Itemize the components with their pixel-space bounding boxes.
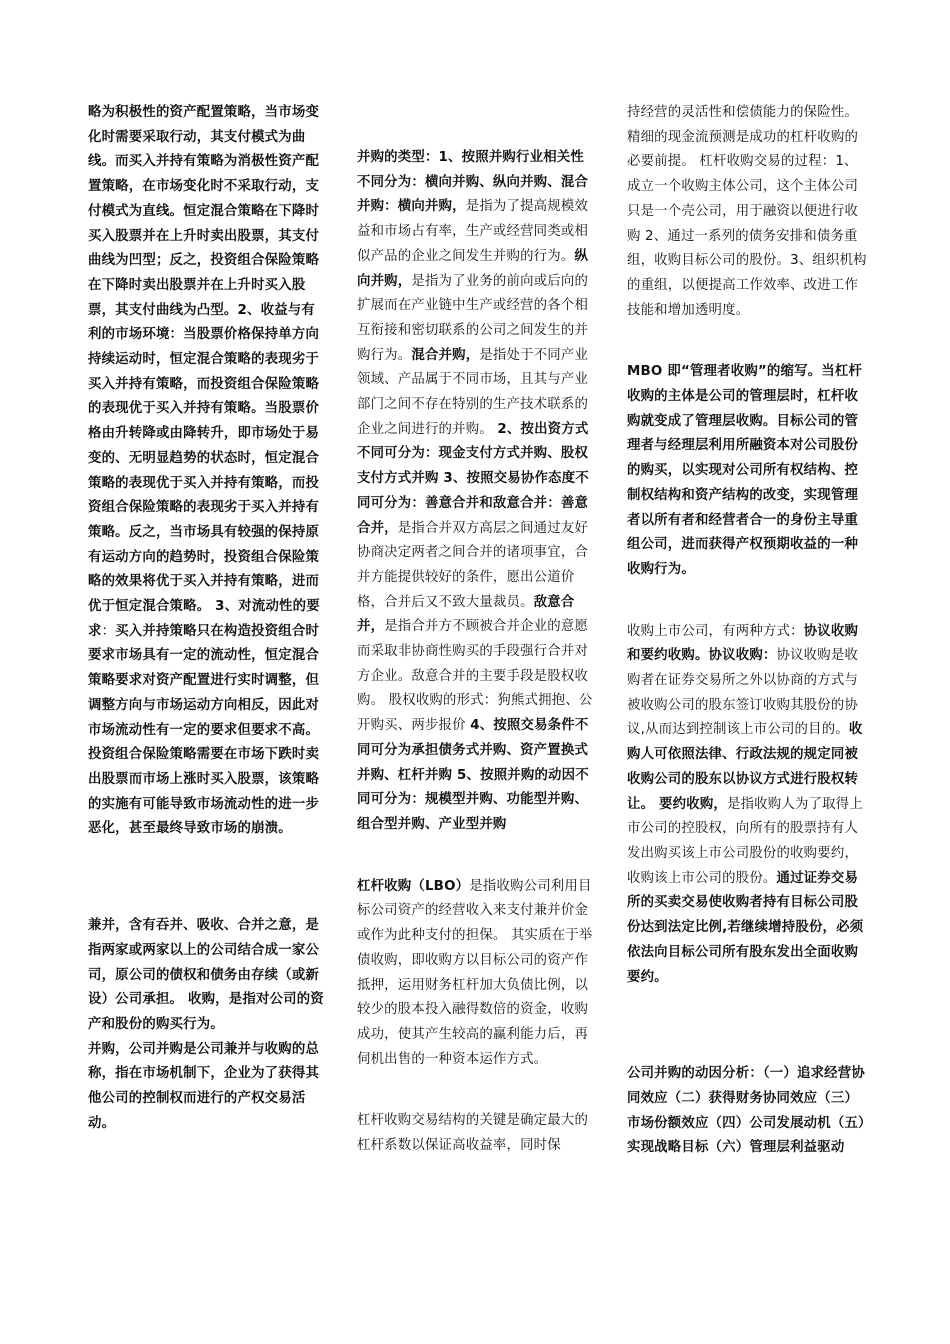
bold-text-run: 通过证券交易所的买卖交易使收购者持有目标公司股份达到法定比例,若继续增持股份，必须依法向目标公司所有股东发出全面收购要约。 xyxy=(627,870,864,985)
paragraph xyxy=(627,620,867,991)
bold-text-run: 兼并，含有吞并、吸收、合并之意，是指两家或两家以上的公司结合成一家公司，原公司的债权和债务由存续（或新设）公司承担。 收购，是指对公司的资产和股份的购买行为。 xyxy=(88,918,324,1032)
text-run: 收购上市公司，有两种方式： xyxy=(627,623,804,639)
text-run: 杠杆收购交易结构的关键是确定最大的杠杆系数以保证高收益率，同时保 xyxy=(357,1113,589,1154)
paragraph xyxy=(627,360,867,582)
paragraph-gap xyxy=(627,583,867,620)
text-run: 持经营的灵活性和偿债能力的保险性。精细的现金流预测是成功的杠杆收购的必要前提。 杠杆收购交易的过程：1、成立一个收购主体公司，这个主体公司只是一个壳公司，用于融资以便进行收购 2、通过一系列的债务安排和债务重组，收购目标公司的股份。3、组织机构的重组，以便提高工作效率、改进工作技能和增加透明度。 xyxy=(627,105,867,318)
bold-text-run: 杠杆收购（LBO） xyxy=(357,878,470,894)
text-run: ： xyxy=(101,623,116,639)
column-2 xyxy=(357,146,597,1159)
text-run: 是指收购人为了取得上市公司的控股权，向所有的股票持有人发出购买该上市公司股份的收购要约，收购该上市公司的股份。 xyxy=(627,796,863,886)
bold-text-run: 公司并购的动因分析：（一）追求经营协同效应（二）获得财务协同效应（三）市场份额效应（四）公司发展动机（五）实现战略目标（六）管理层利益驱动 xyxy=(627,1066,865,1156)
bold-text-run: 协议收购和要约收购。协议收购： xyxy=(627,623,859,664)
text-run: 是指合并方不顾被合并企业的意愿而采取非协商性购买的手段强行合并对方企业。敌意合并的主要手段是股权收购。 股权收购的形式：狗熊式拥抱、公开购买、两步报价 xyxy=(357,619,593,734)
bold-text-run: 2、按出资方式不同可分为：现金支付方式并购、股权支付方式并购 3、按照交易协作态度不同可分为：善意合并和敌意合并：善意合并， xyxy=(357,421,589,536)
column-3 xyxy=(627,101,867,1161)
bold-text-run: MBO 即“管理者收购”的缩写。当杠杆收购的主体是公司的管理层时，杠杆收购就变成了管理层收购。目标公司的管理者与经理层利用所融资本对公司股份的购买，以实现对公司所有权结构、控制权结构和资产结构的改变，实现管理者以所有者和经营者合一的身份主导重组公司，进而获得产权预期收益的一种收购行为。 xyxy=(627,364,863,577)
column-1 xyxy=(88,101,328,1136)
paragraph-gap xyxy=(627,323,867,360)
paragraph xyxy=(357,146,597,838)
paragraph xyxy=(88,1038,328,1137)
paragraph xyxy=(88,101,328,842)
paragraph-gap xyxy=(88,842,328,914)
paragraph-gap xyxy=(357,838,597,875)
bold-text-run: 并购的类型：1、按照并购行业相关性不同分为：横向并购、纵向并购、混合并购：横向并购， xyxy=(357,150,589,215)
bold-text-run: 混合并购， xyxy=(411,347,480,363)
paragraph xyxy=(357,875,597,1073)
bold-text-run: 敌意合并， xyxy=(357,594,575,635)
text-run: 是指为了业务的前向或后向的扩展而在产业链中生产或经营的各个相互衔接和密切联系的公司之间发生的并购行为。 xyxy=(357,273,589,363)
bold-text-run: 买入并持策略只在构造投资组合时要求市场具有一定的流动性，恒定混合策略要求对资产配置进行实时调整，但调整方向与市场运动方向相反，因此对市场流动性有一定的要求但要求不高。投资组合保险策略需要在市场下跌时卖出股票而市场上涨时买入股票，该策略的实施有可能导致市场流动性的进一步恶化，甚至最终导致市场的崩溃。 xyxy=(88,623,320,837)
bold-text-run: 并购，公司并购是公司兼并与收购的总称，指在市场机制下，企业为了获得其他公司的控制权而进行的产权交易活动。 xyxy=(88,1041,320,1131)
bold-text-run: 收购人可依照法律、行政法规的规定同被收购公司的股东以协议方式进行股权转让。 要约收购， xyxy=(627,722,863,812)
paragraph xyxy=(88,914,328,1038)
bold-text-run: 略为积极性的资产配置策略，当市场变化时需要采取行动，其支付模式为曲线。而买入并持有策略为消极性资产配置策略，在市场变化时不采取行动，支付模式为直线。恒定混合策略在下降时买入股票并在上升时卖出股票，其支付曲线为凹型；反之，投资组合保险策略在下降时卖出股票并在上升时买入股票，其支付曲线为凸型。2、收益与有利的市场环境：当股票价格保持单方向持续运动时，恒定混合策略的表现劣于买入并持有策略，而投资组合保险策略的表现优于买入并持有策略。当股票价格由升转降或由降转升，即市场处于易变的、无明显趋势的状态时，恒定混合策略的表现优于买入并持有策略，而投资组合保险策略的表现劣于买入并持有策略。反之，当市场具有较强的保持原有运动方向的趋势时，投资组合保险策略的效果将优于买入并持有策略，进而优于恒定混合策略。 3、对流动性的要求 xyxy=(88,105,320,639)
text-run: 协议收购是收购者在证券交易所之外以协商的方式与被收购公司的股东签订收购其股份的协议,从而达到控制该上市公司的目的。 xyxy=(627,648,859,738)
text-run: 是指收购公司利用目标公司资产的经营收入来支付兼并价金或作为此种支付的担保。 其实质在于举债收购，即收购方以目标公司的资产作抵押，运用财务杠杆加大负债比例，以较少的股本投入融得数倍的资金，收购成功，使其产生较高的赢利能力后，再伺机出售的一种资本运作方式。 xyxy=(357,878,593,1067)
bold-text-run: 纵向并购， xyxy=(357,248,589,289)
text-run: 是指合并双方高层之间通过友好协商决定两者之间合并的诸项事宜，合并方能提供较好的条件，愿出公道价格，合并后又不致大量裁员。 xyxy=(357,520,589,610)
paragraph xyxy=(627,1062,867,1161)
paragraph xyxy=(357,1109,597,1158)
text-run: 是指处于不同产业领域、产品属于不同市场，且其与产业部门之间不存在特别的生产技术联系的企业之间进行的并购。 xyxy=(357,347,589,437)
bold-text-run: 4、按照交易条件不同可分为承担债务式并购、资产置换式并购、杠杆并购 5、按照并购的动因不同可分为：规模型并购、功能型并购、组合型并购、产业型并购 xyxy=(357,718,589,832)
paragraph xyxy=(627,101,867,323)
paragraph-gap xyxy=(357,1072,597,1109)
text-run: 是指为了提高规模效益和市场占有率，生产或经营同类或相似产品的企业之间发生并购的行为。 xyxy=(357,199,589,264)
paragraph-gap xyxy=(627,990,867,1062)
